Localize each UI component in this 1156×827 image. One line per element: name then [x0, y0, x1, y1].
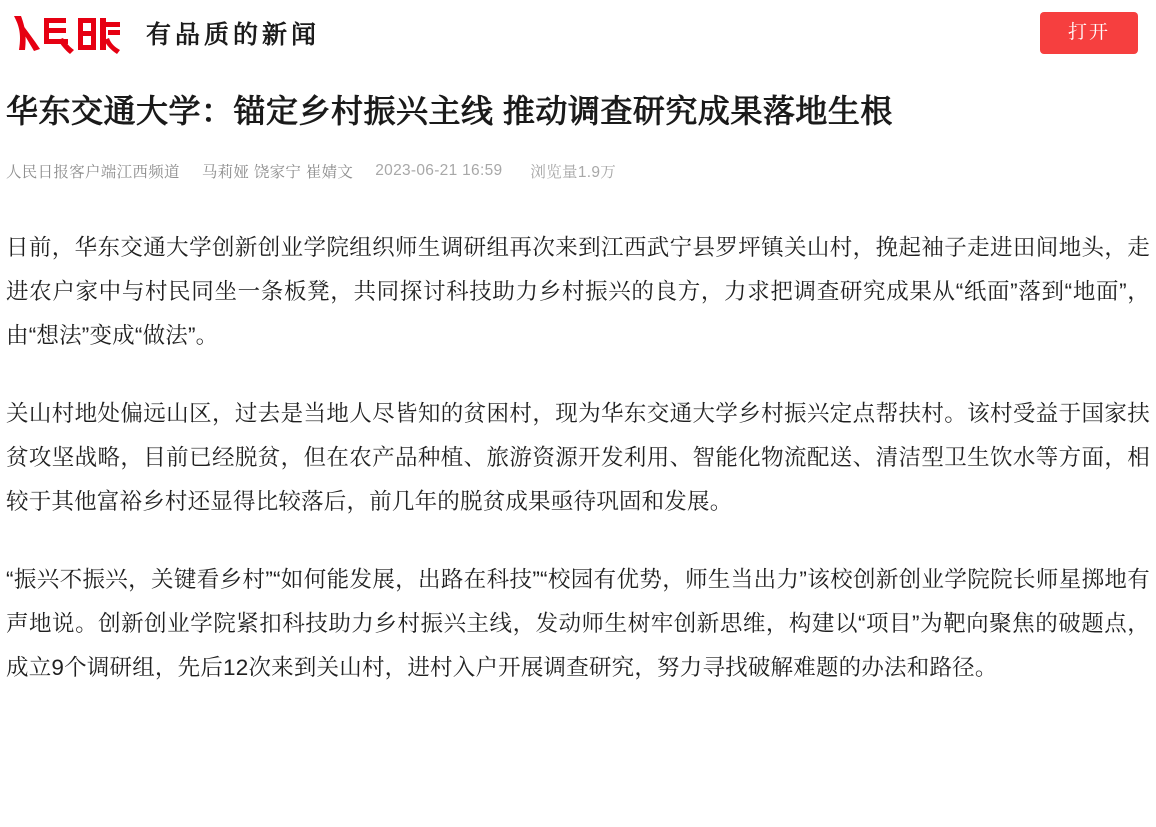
article-paragraph: 日前，华东交通大学创新创业学院组织师生调研组再次来到江西武宁县罗坪镇关山村，挽起袖子走进田间地头，走进农户家中与村民同坐一条板凳，共同探讨科技助力乡村振兴的良方，力求把调查研究成果从“纸面”落到“地面”，由“想法”变成“做法”。: [6, 235, 1150, 348]
article-paragraph: 关山村地处偏远山区，过去是当地人尽皆知的贫困村，现为华东交通大学乡村振兴定点帮扶村。该村受益于国家扶贫攻坚战略，目前已经脱贫，但在农产品种植、旅游资源开发利用、智能化物流配送、清洁型卫生饮水等方面，相较于其他富裕乡村还显得比较落后，前几年的脱贫成果亟待巩固和发展。: [6, 401, 1150, 514]
article-source: 人民日报客户端江西频道: [6, 164, 180, 181]
article-paragraph: “振兴不振兴，关键看乡村”“如何能发展，出路在科技”“校园有优势，师生当出力”该校创新创业学院院长师星掷地有声地说。创新创业学院紧扣科技助力乡村振兴主线，发动师生树牢创新思维，构建以“项目”为靶向聚焦的破题点，成立9个调研组，先后12次来到关山村，进村入户开展调查研究，努力寻找破解难题的办法和路径。: [6, 567, 1150, 680]
article-meta: [6, 160, 1150, 182]
peoples-daily-logo-icon: [10, 10, 122, 56]
article-timestamp: 2023-06-21 16:59: [375, 162, 503, 179]
page-title: 华东交通大学：锚定乡村振兴主线 推动调查研究成果落地生根: [6, 93, 893, 129]
article-view-count: 浏览量1.9万: [530, 164, 617, 181]
site-slogan: 有品质的新闻: [146, 22, 321, 49]
site-logo[interactable]: [10, 9, 320, 57]
open-app-button[interactable]: 打开: [1040, 12, 1138, 54]
article-container: [0, 66, 1156, 690]
article-authors: 马莉娅 饶家宁 崔婧文: [201, 164, 354, 181]
site-header: [0, 0, 1156, 66]
article-body: [6, 226, 1150, 690]
